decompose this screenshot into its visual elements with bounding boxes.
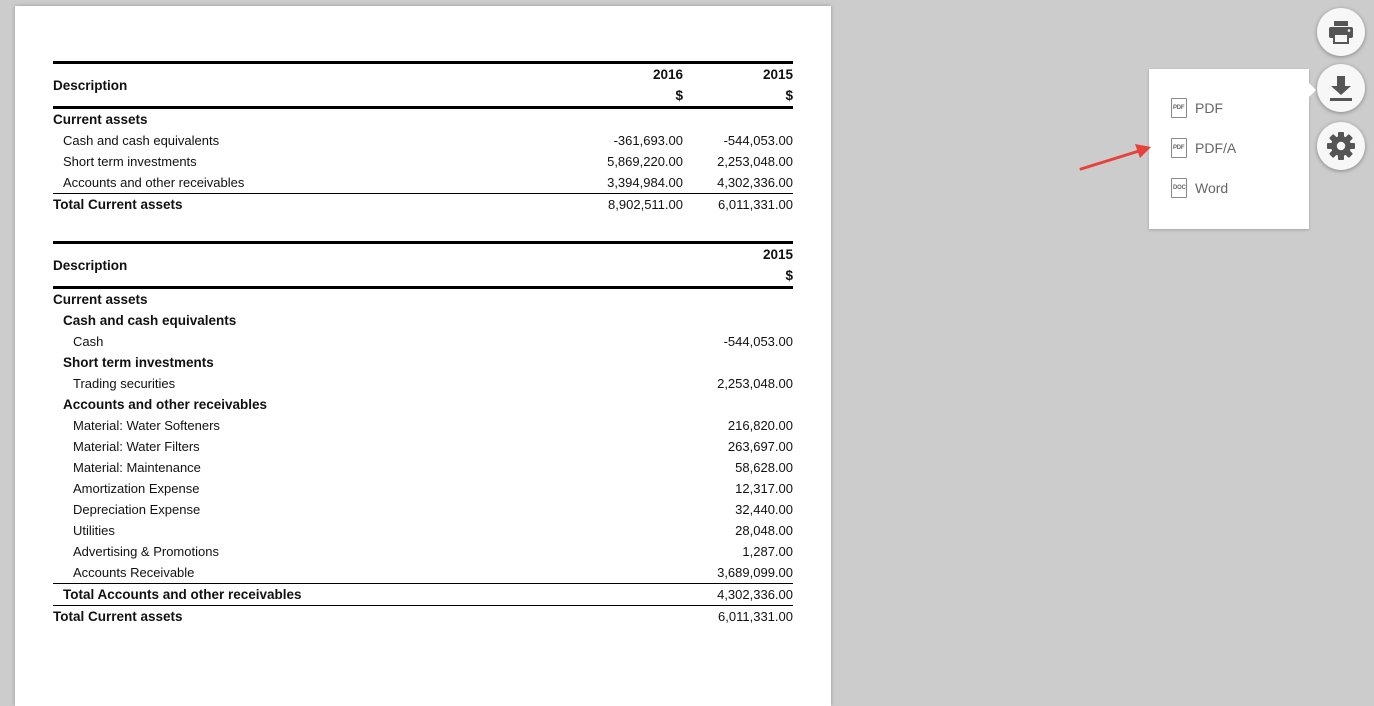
row-label: Material: Maintenance: [73, 460, 201, 475]
table-row: [53, 130, 793, 151]
row-label: Depreciation Expense: [73, 502, 201, 517]
row-label: Accounts Receivable: [73, 565, 195, 580]
section-row: [53, 108, 793, 131]
currency-label: $: [573, 85, 683, 108]
detail-table: [53, 241, 793, 627]
total-row: [53, 606, 793, 628]
section-label: Current assets: [53, 112, 148, 127]
menu-item-pdf[interactable]: [1171, 96, 1223, 120]
currency-label: $: [683, 265, 793, 288]
doc-file-icon: DOC: [1171, 178, 1187, 198]
menu-item-pdfa[interactable]: [1171, 136, 1236, 160]
row-label: Cash: [73, 334, 104, 349]
row-value: 12,317.00: [735, 481, 793, 496]
table-row: [53, 151, 793, 172]
description-header: Description: [53, 243, 683, 288]
pdf-file-icon: PDF: [1171, 138, 1187, 158]
pdf-file-icon: PDF: [1171, 98, 1187, 118]
menu-item-label: PDF/A: [1195, 140, 1237, 156]
row-label: Advertising & Promotions: [73, 544, 219, 559]
download-icon: [1328, 74, 1354, 102]
table-row: [53, 415, 793, 436]
year-header: 2015: [683, 63, 793, 86]
table-row: [53, 562, 793, 584]
table-row: [53, 172, 793, 194]
total-label: Total Current assets: [53, 609, 183, 624]
subtotal-row: [53, 584, 793, 606]
table-row: [53, 373, 793, 394]
table-header-row: [53, 63, 793, 86]
row-label: Material: Water Filters: [73, 439, 200, 454]
group-label: Cash and cash equivalents: [63, 313, 237, 328]
description-header: Description: [53, 63, 573, 108]
download-button[interactable]: [1317, 64, 1365, 112]
table-header-row: [53, 243, 793, 266]
total-value: 6,011,331.00: [718, 609, 793, 624]
table-row: [53, 520, 793, 541]
table-row: [53, 457, 793, 478]
row-value: 4,302,336.00: [717, 175, 793, 190]
printer-icon: [1327, 19, 1355, 45]
section-row: [53, 288, 793, 311]
row-value: -544,053.00: [723, 334, 793, 349]
row-value: -544,053.00: [723, 133, 793, 148]
report-page: [15, 6, 831, 706]
menu-item-label: Word: [1195, 180, 1229, 196]
menu-item-label: PDF: [1195, 100, 1223, 116]
row-value: 2,253,048.00: [717, 154, 793, 169]
row-label: Amortization Expense: [73, 481, 200, 496]
total-value: 8,902,511.00: [573, 194, 683, 216]
group-row: [53, 310, 793, 331]
group-label: Short term investments: [63, 355, 214, 370]
gear-icon: [1326, 131, 1356, 161]
subtotal-label: Total Accounts and other receivables: [53, 584, 683, 606]
row-value: 58,628.00: [735, 460, 793, 475]
subtotal-value: 4,302,336.00: [683, 584, 793, 606]
row-value: 5,869,220.00: [607, 154, 683, 169]
row-label: Short term investments: [63, 154, 197, 169]
row-value: 1,287.00: [742, 544, 793, 559]
row-value: 3,689,099.00: [717, 565, 793, 580]
row-label: Utilities: [73, 523, 115, 538]
row-value: 263,697.00: [727, 439, 793, 454]
row-label: Accounts and other receivables: [63, 175, 245, 190]
row-value: 2,253,048.00: [717, 376, 793, 391]
row-value: 32,440.00: [735, 502, 793, 517]
table-row: [53, 436, 793, 457]
download-menu: [1149, 69, 1309, 229]
row-label: Material: Water Softeners: [73, 418, 220, 433]
row-label: Trading securities: [73, 376, 176, 391]
total-value: 6,011,331.00: [683, 194, 793, 216]
currency-label: $: [683, 85, 793, 108]
group-row: [53, 394, 793, 415]
row-value: 28,048.00: [735, 523, 793, 538]
table-row: [53, 331, 793, 352]
row-value: 3,394,984.00: [607, 175, 683, 190]
menu-item-word[interactable]: [1171, 176, 1228, 200]
group-row: [53, 352, 793, 373]
table-row: [53, 478, 793, 499]
year-header: 2015: [683, 243, 793, 266]
group-label: Accounts and other receivables: [63, 397, 268, 412]
row-value: -361,693.00: [613, 133, 683, 148]
row-value: 216,820.00: [727, 418, 793, 433]
summary-table: [53, 61, 793, 215]
section-label: Current assets: [53, 292, 148, 307]
year-header: 2016: [573, 63, 683, 86]
print-button[interactable]: [1317, 8, 1365, 56]
row-label: Cash and cash equivalents: [63, 133, 220, 148]
total-label: Total Current assets: [53, 194, 573, 216]
table-row: [53, 541, 793, 562]
total-row: [53, 194, 793, 216]
table-row: [53, 499, 793, 520]
annotation-arrow-icon: [1075, 138, 1160, 178]
settings-button[interactable]: [1317, 122, 1365, 170]
